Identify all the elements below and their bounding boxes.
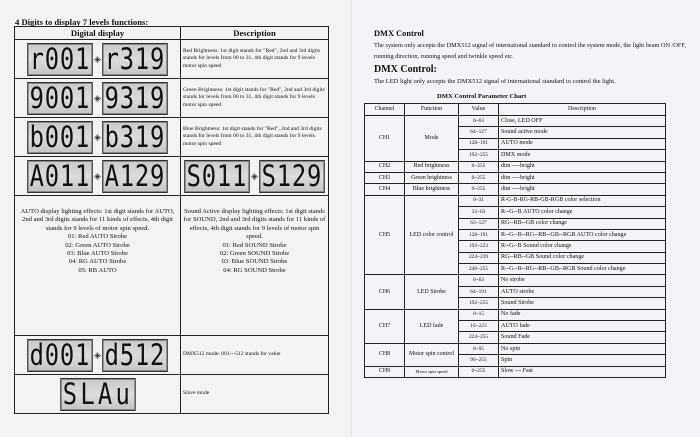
range-arrow-icon: ◈ xyxy=(94,92,101,103)
table-row xyxy=(15,118,329,157)
channel-cell: CH1 xyxy=(365,116,405,162)
digital-display-table xyxy=(14,26,329,414)
table-row xyxy=(365,275,666,286)
description-cell: dim ----bright xyxy=(499,161,666,172)
auto-effect: 01: Red AUTO Strobe xyxy=(67,233,128,241)
description-cell: R--G--B Sound color change xyxy=(499,241,666,252)
auto-sound-display-row xyxy=(15,157,329,196)
value-cell: 0~15 xyxy=(459,309,499,320)
description-cell: No fade xyxy=(499,309,666,320)
description-cell: AUTO strobe xyxy=(499,286,666,297)
channel-cell: CH3 xyxy=(365,172,405,183)
description-cell: RG--RB--GB color change xyxy=(499,218,666,229)
dmx-control-heading: DMX Control xyxy=(374,29,424,38)
function-cell: Mode xyxy=(405,116,459,162)
row-description: Red Brightness: 1st digit stands for "Red", 2nd and 3rd digits stands for levels from 00 to 31, 4th digit stands for 9 levels motor spin speed xyxy=(181,40,329,79)
description-cell: AUTO fade xyxy=(499,321,666,332)
header-channel: Channel xyxy=(365,104,405,116)
description-cell: Slow --- Fast xyxy=(499,366,666,377)
channel-cell: CH9 xyxy=(365,366,405,377)
lcd-display: 9001 xyxy=(27,82,92,115)
dmx-parameter-table xyxy=(364,103,666,378)
value-cell: 0~255 xyxy=(459,184,499,195)
lcd-display: SLAu xyxy=(60,378,135,411)
description-cell: R-G-B-RG-RB-GB-RGB color selection xyxy=(499,195,666,206)
lcd-display: r001 xyxy=(27,43,92,76)
lcd-display: 9319 xyxy=(102,82,167,115)
sound-effect: 03: Blue SOUND Strobe xyxy=(221,258,288,266)
lcd-display: r319 xyxy=(102,43,167,76)
description-cell: R--G--B--RG--RB--GB--RGB Sound color change xyxy=(499,264,666,275)
value-cell: 64~127 xyxy=(459,127,499,138)
auto-effect: 02: Green AUTO Strobe xyxy=(65,241,130,249)
value-cell: 0~255 xyxy=(459,172,499,183)
auto-effect: 03: Blue AUTO Strobe xyxy=(67,250,128,258)
right-page xyxy=(352,0,700,437)
value-cell: 0~255 xyxy=(459,366,499,377)
value-cell: 192~223 xyxy=(459,241,499,252)
header-description: Description xyxy=(499,104,666,116)
channel-cell: CH5 xyxy=(365,195,405,275)
lcd-display: S011 xyxy=(184,160,249,193)
table-row xyxy=(365,195,666,206)
value-cell: 63~127 xyxy=(459,218,499,229)
slave-mode-description: Slave mode xyxy=(181,375,329,414)
value-cell: 0~255 xyxy=(459,161,499,172)
value-cell: 0~95 xyxy=(459,343,499,354)
range-arrow-icon: ◈ xyxy=(94,53,101,64)
value-cell: 0~31 xyxy=(459,195,499,206)
sound-effect: 04: RG SOUND Strobe xyxy=(223,266,286,274)
value-cell: 128~191 xyxy=(459,229,499,240)
table-header-row xyxy=(15,27,329,40)
row-description: Blue Brightness: 1st digit stands for "Red", 2nd and 3rd digits stands for levels from 00 to 31, 4th digit stands for 9 levels motor spin speed xyxy=(181,118,329,157)
function-cell: Motor spin control xyxy=(405,343,459,366)
lcd-display: d512 xyxy=(102,339,167,372)
value-cell: 240~255 xyxy=(459,264,499,275)
value-cell: 32~63 xyxy=(459,207,499,218)
channel-cell: CH8 xyxy=(365,343,405,366)
lcd-display: d001 xyxy=(27,339,92,372)
table-row xyxy=(365,184,666,195)
left-page-title: 4 Digits to display 7 levels functions: xyxy=(15,17,149,27)
sound-description: Sound Active display lighting effects: 1st digit stands for SOUND, 2nd and 3rd digits stands for 11 kinds of effects, 4th digit stands for 9 levels of motor spin speed. xyxy=(183,208,326,241)
value-cell: 224~239 xyxy=(459,252,499,263)
sound-effect: 02: Green SOUND Strobe xyxy=(219,250,290,258)
lcd-display: A011 xyxy=(27,160,92,193)
table-row xyxy=(365,309,666,320)
function-cell: Red brightness xyxy=(405,161,459,172)
auto-description: AUTO display lighting effects: 1st digit stands for AUTO, 2nd and 3rd digits stands for 11 kinds of effects, 4th digit stands for 9 levels of motor spin speed. xyxy=(20,208,175,232)
function-cell: LED color control xyxy=(405,195,459,275)
header-function: Function xyxy=(405,104,459,116)
description-cell: Sound Fade xyxy=(499,332,666,343)
description-cell: No strobe xyxy=(499,275,666,286)
description-cell: Spin xyxy=(499,355,666,366)
value-cell: 192~255 xyxy=(459,150,499,161)
value-cell: 0~63 xyxy=(459,116,499,127)
range-arrow-icon: ◈ xyxy=(94,131,101,142)
dmx-mode-description: DMX512 mode: 001---512 stands for value xyxy=(181,336,329,375)
table-header-row xyxy=(365,104,666,116)
table-row xyxy=(15,40,329,79)
chart-title: DMX Control Parameter Chart xyxy=(437,93,527,100)
function-cell: Green brightness xyxy=(405,172,459,183)
description-cell: RG--RB--GB Sound color change xyxy=(499,252,666,263)
lcd-display: A129 xyxy=(102,160,167,193)
sound-effect: 01: Red SOUND Strobe xyxy=(222,241,287,249)
channel-cell: CH6 xyxy=(365,275,405,309)
table-row xyxy=(365,343,666,354)
function-cell: LED fade xyxy=(405,309,459,343)
table-row xyxy=(365,116,666,127)
value-cell: 64~191 xyxy=(459,286,499,297)
table-row xyxy=(365,161,666,172)
range-arrow-icon: ◈ xyxy=(251,170,258,181)
function-cell: Blue brightness xyxy=(405,184,459,195)
value-cell: 96~255 xyxy=(459,355,499,366)
table-row xyxy=(365,172,666,183)
table-row xyxy=(15,79,329,118)
range-arrow-icon: ◈ xyxy=(94,349,101,360)
value-cell: 128~191 xyxy=(459,138,499,149)
auto-effect: 04: RG AUTO Strobe xyxy=(68,258,127,266)
description-cell: R--G--B AUTO color change xyxy=(499,207,666,218)
description-cell: DMX mode xyxy=(499,150,666,161)
function-cell: Motor spin speed xyxy=(405,366,459,377)
lcd-display: S129 xyxy=(259,160,324,193)
description-cell: Close, LED OFF xyxy=(499,116,666,127)
description-cell: R--G--B--RG--RB--GB--RGB AUTO color change xyxy=(499,229,666,240)
function-cell: LED Strobe xyxy=(405,275,459,309)
lcd-display: b319 xyxy=(102,121,167,154)
dmx-control-paragraph-2: The LED light only accepts the DMX512 signal of international standard to control the light. xyxy=(374,78,616,85)
lcd-display: b001 xyxy=(27,121,92,154)
header-digital-display: Digital display xyxy=(15,27,181,40)
description-cell: Sound Strobe xyxy=(499,298,666,309)
slave-mode-row xyxy=(15,375,329,414)
channel-cell: CH4 xyxy=(365,184,405,195)
description-cell: dim ----bright xyxy=(499,172,666,183)
description-cell: AUTO mode xyxy=(499,138,666,149)
dmx-control-paragraph: The system only accepts the DMX512 signal of international standard to control the system mode, the light beam ON /OFF, running direction, running speed and twinkle speed etc. xyxy=(374,42,687,60)
header-value: Value xyxy=(459,104,499,116)
range-arrow-icon: ◈ xyxy=(94,170,101,181)
row-description: Green Brightness: 1st digit stands for "Red", 2nd and 3rd digits stands for levels from 00 to 31, 4th digit stands for 9 levels motor spin speed xyxy=(181,79,329,118)
value-cell: 16~223 xyxy=(459,321,499,332)
channel-cell: CH2 xyxy=(365,161,405,172)
description-cell: No spin xyxy=(499,343,666,354)
header-description: Description xyxy=(181,27,329,40)
table-row xyxy=(365,366,666,377)
dmx-mode-row xyxy=(15,336,329,375)
description-cell: dim ----bright xyxy=(499,184,666,195)
dmx-control-heading-2: DMX Control: xyxy=(374,64,437,75)
value-cell: 0~63 xyxy=(459,275,499,286)
channel-cell: CH7 xyxy=(365,309,405,343)
dmx-table-body xyxy=(365,116,666,378)
value-cell: 224~255 xyxy=(459,332,499,343)
value-cell: 192~255 xyxy=(459,298,499,309)
auto-sound-description-row xyxy=(15,196,329,336)
description-cell: Sound active mode xyxy=(499,127,666,138)
auto-effect: 05: RB AUTO xyxy=(78,266,117,274)
